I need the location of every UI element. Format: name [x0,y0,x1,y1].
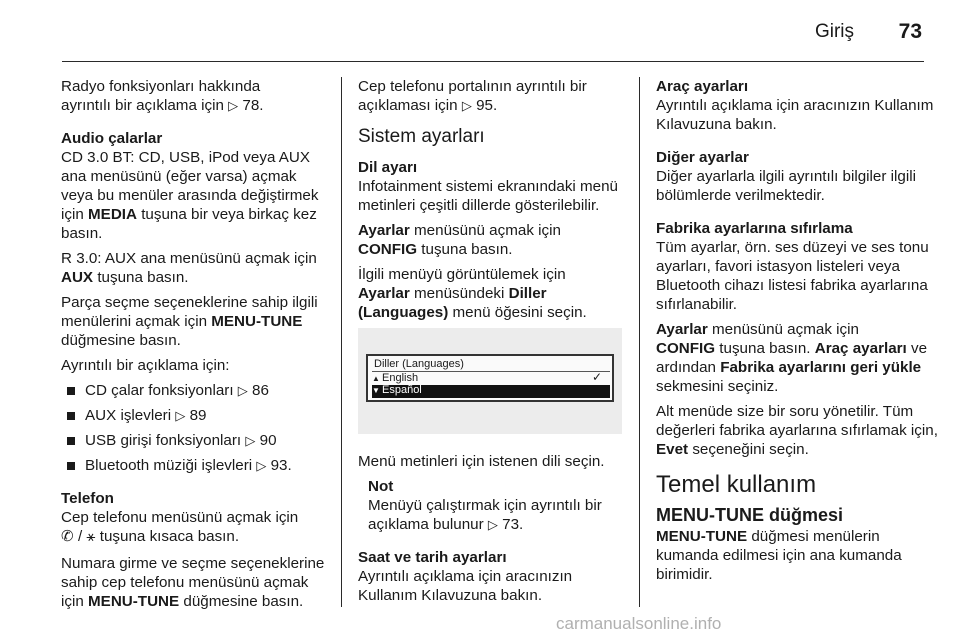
page-header [62,0,924,62]
watermark: carmanualsonline.info [556,614,722,633]
arac-section: Araç ayarları Ayrıntılı açıklama için aracınızın Kullanım Kılavuzuna bakın. [656,77,941,134]
menu-tune-paragraph: MENU-TUNE düğmesi menülerin kumanda edilmesi için ana kumanda birimidir. [656,528,902,583]
ilgili-paragraph: İlgili menüyü görüntülemek için Ayarlar menüsündeki Diller (Languages) menü öğesini seçin. [358,266,587,321]
dil-section: Dil ayarı Infotainment sistemi ekranındaki menü metinleri çeşitli dillerde gösterilebilir. [358,158,628,215]
fabrika-section: Fabrika ayarlarına sıfırlama Tüm ayarlar, örn. ses düzeyi ve ses tonu ayarları, favori istasyon listeleri veya Bluetooth cihazı listesi fabrika ayarlarına sıfırlanabilir. [656,219,941,314]
column-1 [61,77,331,625]
radio-paragraph: Radyo fonksiyonları hakkında ayrıntılı bir açıklama için ▷ 78. [61,78,264,114]
diger-section: Diğer ayarlar Diğer ayarlarla ilgili ayrıntılı bilgiler ilgili bölümlerde verilmektedir. [656,148,941,205]
bullet-icon [67,462,75,470]
column-divider [341,77,342,607]
screen-row-english: ▲ English ✓ [372,370,602,384]
page-ref-icon: ▷ [487,517,498,532]
list-item: USB girişi fonksiyonları ▷ 90 [61,431,331,450]
page-ref-icon: ▷ [175,408,186,423]
page-number: 73 [898,20,922,43]
menu-metin-paragraph: Menü metinleri için istenen dili seçin. [358,453,605,470]
phone-icon: ✆ [61,528,74,545]
page-ref-icon: ▷ [228,98,239,113]
note-box: Not Menüyü çalıştırmak için ayrıntılı bir açıklama bulunur ▷ 73. [358,477,628,534]
display-screen [366,354,614,402]
audio-section: Audio çalarlar CD 3.0 BT: CD, USB, iPod veya AUX ana menüsünü (eğer varsa) açmak veya bu menüler arasında değiştirmek için MEDIA tuşuna bir veya birkaç kez basın. [61,129,331,243]
parca-paragraph: Parça seçme seçeneklerine sahip ilgili menülerini açmak için MENU-TUNE düğmesine basın. [61,294,318,349]
page-ref-icon: ▷ [245,433,256,448]
section-heading: Dil ayarı [358,159,418,176]
section-heading: Diğer ayarlar [656,149,749,166]
section-heading: Saat ve tarih ayarları [358,549,507,566]
section-heading: Telefon [61,490,114,507]
checkmark-icon: ✓ [591,370,602,384]
saat-section: Saat ve tarih ayarları Ayrıntılı açıklama için aracınızın Kullanım Kılavuzuna bakın. [358,548,628,605]
numara-paragraph: Numara girme ve seçme seçeneklerine sahip cep telefonu menüsünü açmak için MENU-TUNE düğmesine basın. [61,555,325,610]
phone-mute-icon: ⚹ [86,528,96,545]
ayarlar-fabrika-paragraph: Ayarlar menüsünü açmak için CONFIG tuşuna basın. Araç ayarları ve ardından Fabrika ayarlarını geri yükle sekmesini seçiniz. [656,321,928,395]
ayarlar-paragraph: Ayarlar menüsünü açmak için CONFIG tuşuna basın. [358,222,561,258]
column-3 [656,77,941,598]
note-heading: Not [368,478,394,495]
section-heading: Audio çalarlar [61,130,163,147]
screen-title: Diller (Languages) [374,358,464,370]
arrow-down-icon: ▼ [372,386,380,395]
language-screen-image [358,328,622,434]
section-heading: Araç ayarları [656,78,749,95]
section-title-temel: Temel kullanım [656,471,817,498]
column-2 [358,77,628,619]
arrow-up-icon: ▲ [372,374,380,383]
list-item: Bluetooth müziği işlevleri ▷ 93. [61,456,331,475]
telefon-section: Telefon Cep telefonu menüsünü açmak için ✆ / ⚹ tuşuna kısaca basın. [61,489,331,546]
page-ref-icon: ▷ [237,383,248,398]
reference-list [61,381,331,475]
page-ref-icon: ▷ [461,98,472,113]
subsection-title-menu-tune: MENU-TUNE düğmesi [656,505,844,525]
r30-paragraph: R 3.0: AUX ana menüsünü açmak için AUX tuşuna basın. [61,250,317,286]
list-item: AUX işlevleri ▷ 89 [61,406,331,425]
bullet-icon [67,437,75,445]
portal-paragraph: Cep telefonu portalının ayrıntılı bir açıklaması için ▷ 95. [358,78,587,114]
bullet-icon [67,412,75,420]
section-title-sistem: Sistem ayarları [358,126,485,147]
page-ref-icon: ▷ [256,458,267,473]
screen-row-espanol: ▼ Español [372,385,610,398]
section-heading: Fabrika ayarlarına sıfırlama [656,220,853,237]
ayrintili-paragraph: Ayrıntılı bir açıklama için: [61,357,230,374]
alt-menu-paragraph: Alt menüde size bir soru yönetilir. Tüm değerleri fabrika ayarlarına sıfırlamak için, Evet seçeneğini seçin. [656,403,938,458]
list-item: CD çalar fonksiyonları ▷ 86 [61,381,331,400]
column-divider [639,77,640,607]
page-title: Giriş [814,21,854,42]
bullet-icon [67,387,75,395]
